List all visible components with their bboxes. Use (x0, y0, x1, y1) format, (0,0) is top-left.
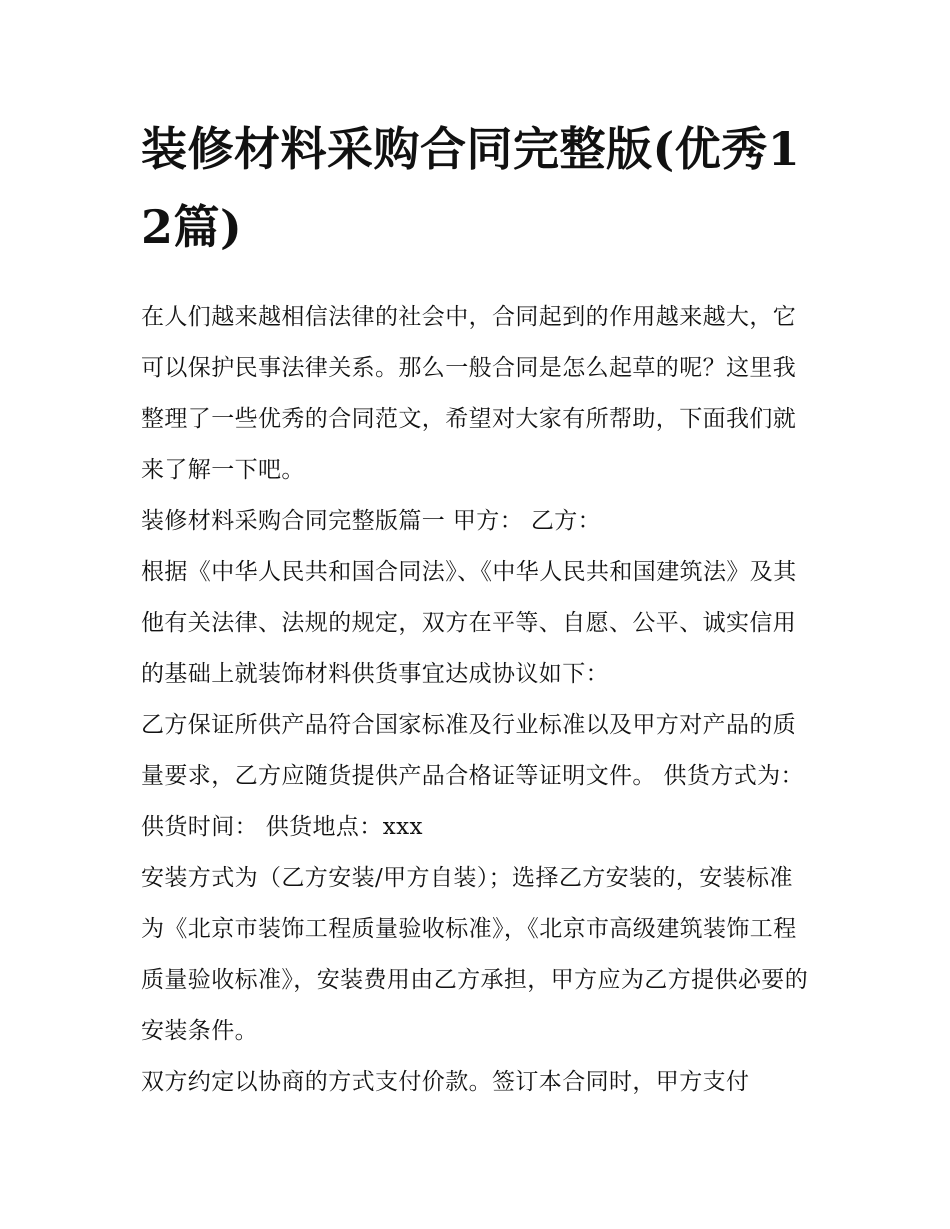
paragraph-section-heading: 装修材料采购合同完整版篇一 甲方： 乙方： (141, 508, 602, 534)
document-content (141, 110, 813, 1108)
paragraph-payment: 双方约定以协商的方式支付价款。签订本合同时，甲方支付 (141, 1069, 750, 1095)
document-title: 装修材料采购合同完整版(优秀12篇) (141, 122, 801, 254)
document-body (141, 292, 813, 1108)
paragraph-quality-supply: 乙方保证所供产品符合国家标准及行业标准以及甲方对产品的质量要求，乙方应随货提供产品合格证等证明文件。 供货方式为： 供货时间： 供货地点：xxx (141, 712, 804, 840)
paragraph-intro: 在人们越来越相信法律的社会中，合同起到的作用越来越大，它可以保护民事法律关系。那么一般合同是怎么起草的呢？这里我整理了一些优秀的合同范文，希望对大家有所帮助，下面我们就来了解一下吧。 (141, 304, 797, 483)
paragraph-installation: 安装方式为（乙方安装/甲方自装）；选择乙方安装的，安装标准为《北京市装饰工程质量验收标准》，《北京市高级建筑装饰工程质量验收标准》，安装费用由乙方承担，甲方应为乙方提供必要的安装条件。 (141, 865, 809, 1044)
paragraph-legal-basis: 根据《中华人民共和国合同法》、《中华人民共和国建筑法》及其他有关法律、法规的规定，双方在平等、自愿、公平、诚实信用的基础上就装饰材料供货事宜达成协议如下： (141, 559, 797, 687)
